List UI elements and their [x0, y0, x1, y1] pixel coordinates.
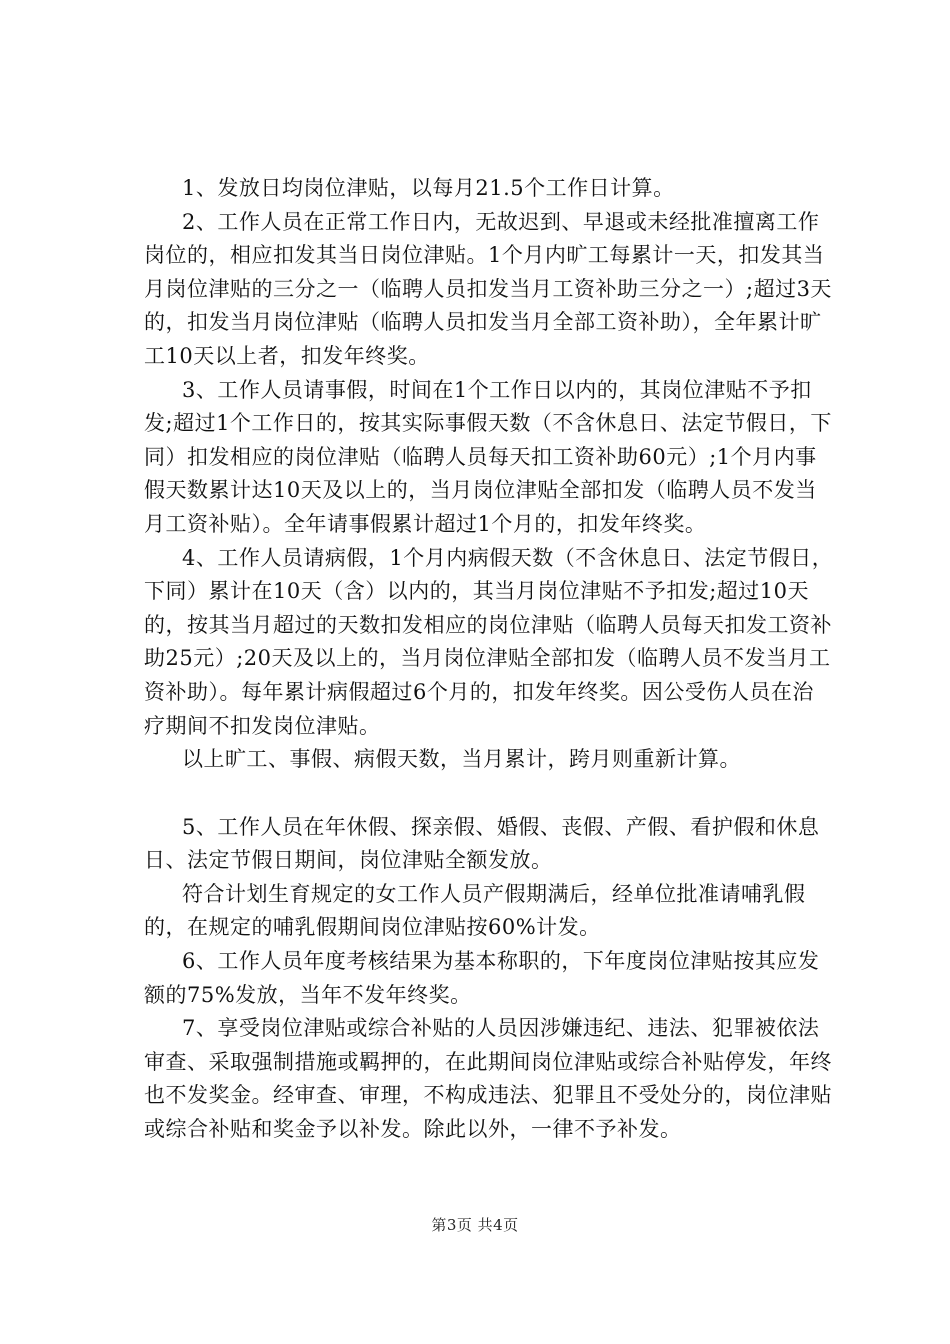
page-number-footer: 第3页 共4页 — [431, 1216, 519, 1234]
paragraph-item-7: 7、享受岗位津贴或综合补贴的人员因涉嫌违纪、违法、犯罪被依法审查、采取强制措施或羁押的，在此期间岗位津贴或综合补贴停发，年终也不发奖金。经审查、审理，不构成违法、犯罪且不受处分的，岗位津贴或综合补贴和奖金予以补发。除此以外，一律不予补发。 — [144, 1016, 832, 1142]
document-body — [144, 172, 834, 1147]
paragraph-item-5: 5、工作人员在年休假、探亲假、婚假、丧假、产假、看护假和休息日、法定节假日期间，岗位津贴全额发放。 — [144, 814, 820, 873]
paragraph-item-4: 4、工作人员请病假，1个月内病假天数（不含休息日、法定节假日，下同）累计在10天（含）以内的，其当月岗位津贴不予扣发;超过10天的，按其当月超过的天数扣发相应的岗位津贴（临聘人员每天扣发工资补助25元）;20天及以上的，当月岗位津贴全部扣发（临聘人员不发当月工资补助）。每年累计病假超过6个月的，扣发年终奖。因公受伤人员在治疗期间不扣发岗位津贴。 — [144, 545, 834, 738]
paragraph-item-1: 1、发放日均岗位津贴，以每月21.5个工作日计算。 — [182, 176, 675, 200]
paragraph-item-2: 2、工作人员在正常工作日内，无故迟到、早退或未经批准擅离工作岗位的，相应扣发其当日岗位津贴。1个月内旷工每累计一天，扣发其当月岗位津贴的三分之一（临聘人员扣发当月工资补助三分之一）;超过3天的，扣发当月岗位津贴（临聘人员扣发当月全部工资补助），全年累计旷工10天以上者，扣发年终奖。 — [144, 209, 832, 368]
paragraph-summary-note: 以上旷工、事假、病假天数，当月累计，跨月则重新计算。 — [182, 747, 741, 772]
paragraph-item-3: 3、工作人员请事假，时间在1个工作日以内的，其岗位津贴不予扣发;超过1个工作日的，按其实际事假天数（不含休息日、法定节假日，下同）扣发相应的岗位津贴（临聘人员每天扣工资补助60元）;1个月内事假天数累计达10天及以上的，当月岗位津贴全部扣发（临聘人员不发当月工资补贴）。全年请事假累计超过1个月的，扣发年终奖。 — [144, 377, 832, 536]
paragraph-item-6: 6、工作人员年度考核结果为基本称职的，下年度岗位津贴按其应发额的75%发放，当年不发年终奖。 — [144, 949, 820, 1007]
paragraph-maternity-note: 符合计划生育规定的女工作人员产假期满后，经单位批准请哺乳假的，在规定的哺乳假期间岗位津贴按60%计发。 — [144, 881, 806, 940]
